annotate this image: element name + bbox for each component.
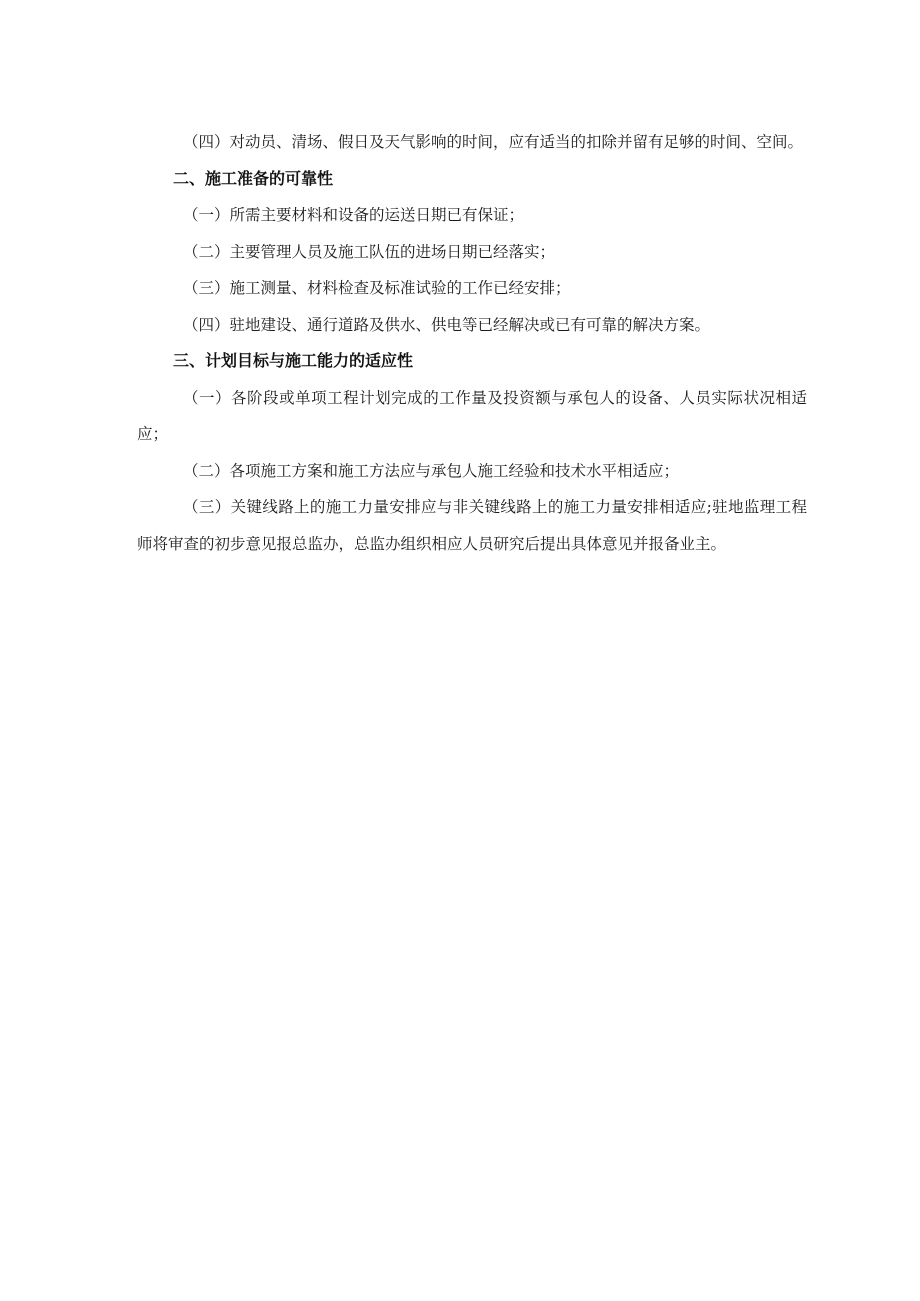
paragraph-workload-resources: （一）各阶段或单项工程计划完成的工作量及投资额与承包人的设备、人员实际状况相适应； [137, 388, 807, 443]
section-heading-capacity-adaptability: 三、计划目标与施工能力的适应性 [173, 351, 414, 370]
paragraph-material-delivery: （一）所需主要材料和设备的运送日期已有保证； [183, 206, 525, 224]
paragraph-critical-path: （三）关键线路上的施工力量安排应与非关键线路上的施工力量安排相适应;驻地监理工程师将审查的初步意见报总监办，总监办组织相应人员研究后提出具体意见并报备业主。 [137, 498, 807, 553]
paragraph-schedule-allowance: （四）对动员、清场、假日及天气影响的时间，应有适当的扣除并留有足够的时间、空间。 [183, 133, 804, 151]
paragraph-methods-experience: （二）各项施工方案和施工方法应与承包人施工经验和技术水平相适应； [183, 461, 680, 480]
paragraph-survey-testing: （三）施工测量、材料检查及标准试验的工作已经安排； [183, 279, 571, 297]
section-heading-preparation-reliability: 二、施工准备的可靠性 [173, 168, 334, 188]
paragraph-site-construction: （四）驻地建设、通行道路及供水、供电等已经解决或已有可靠的解决方案。 [183, 315, 711, 334]
paragraph-personnel-entry: （二）主要管理人员及施工队伍的进场日期已经落实； [183, 242, 556, 261]
document-body [137, 124, 807, 562]
